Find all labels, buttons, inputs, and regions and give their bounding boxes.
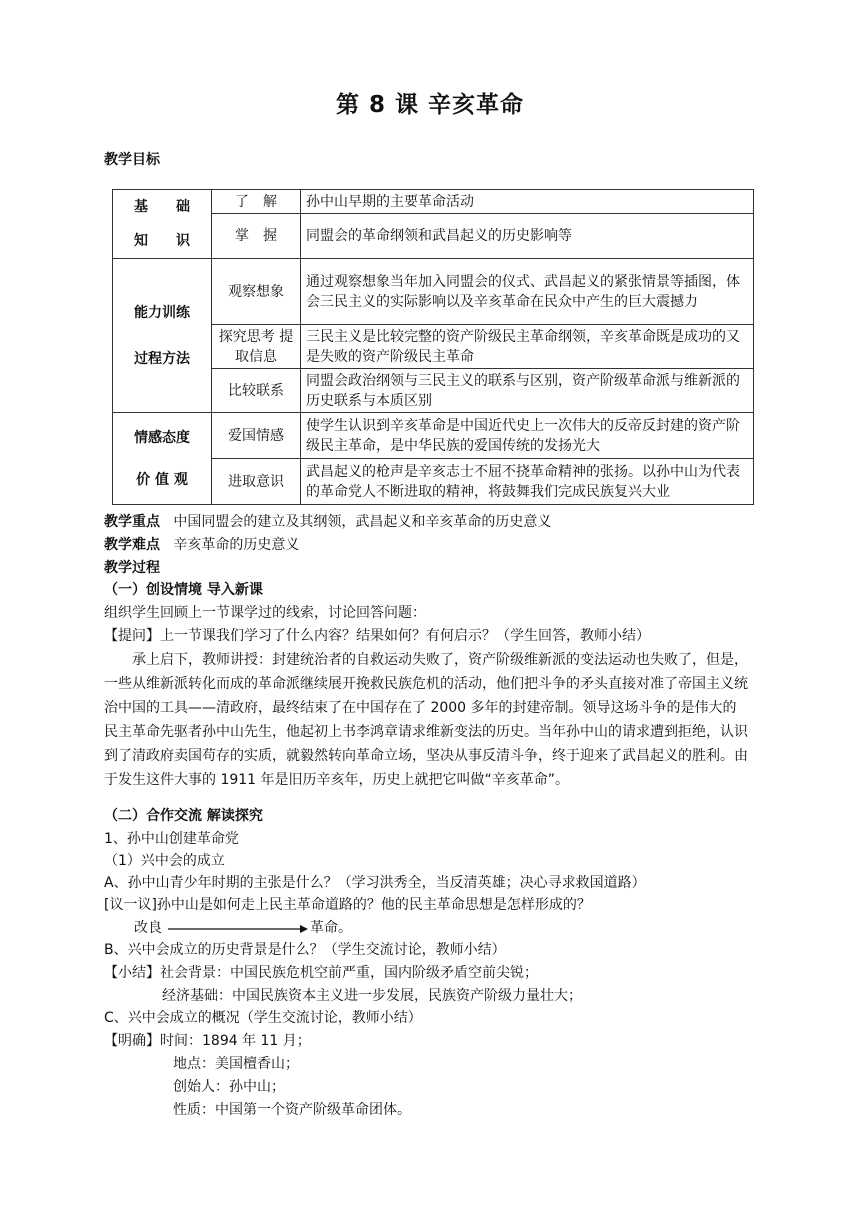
- basic-knowledge-label: 基 础 知 识: [113, 190, 212, 259]
- level-cell: 进取意识: [212, 459, 301, 505]
- level-cell: 了 解: [212, 190, 301, 214]
- content-cell: 三民主义是比较完整的资产阶级民主革命纲领，辛亥革命既是成功的又是失败的资产阶级民主革命: [301, 325, 754, 369]
- content-cell: 使学生认识到辛亥革命是中国近代史上一次伟大的反帝反封建的资产阶级民主革命，是中华民族的爱国传统的发扬光大: [301, 413, 754, 459]
- key-point-line: 教学重点 中国同盟会的建立及其纲领，武昌起义和辛亥革命的历史意义: [104, 514, 552, 530]
- clear-line-2: 地点：美国檀香山；: [173, 1056, 299, 1072]
- summary-line-2: 经济基础：中国民族资本主义进一步发展，民族资产阶级力量壮大；: [162, 988, 582, 1004]
- question-1: 【提问】上一节课我们学习了什么内容？结果如何？有何启示？（学生回答，教师小结）: [104, 628, 650, 644]
- arrow-left-label: 改良: [134, 920, 162, 936]
- content-cell: 孙中山早期的主要革命活动: [301, 190, 754, 214]
- clear-line-4: 性质：中国第一个资产阶级革命团体。: [173, 1102, 411, 1118]
- reform-to-revolution-arrow: [134, 918, 374, 938]
- objectives-table: [112, 189, 754, 505]
- level-cell: 观察想象: [212, 259, 301, 325]
- section1-intro: 组织学生回顾上一节课学过的线索，讨论回答问题：: [104, 605, 426, 621]
- summary-line-1: 【小结】社会背景：中国民族危机空前严重，国内阶级矛盾空前尖锐；: [104, 965, 538, 981]
- content-cell: 武昌起义的枪声是辛亥志士不屈不挠革命精神的张扬。以孙中山为代表的革命党人不断进取的精神，将鼓舞我们完成民族复兴大业: [301, 459, 754, 505]
- clear-line-3: 创始人：孙中山；: [173, 1079, 285, 1095]
- level-cell: 爱国情感: [212, 413, 301, 459]
- subheading-1: 1、孙中山创建革命党: [104, 831, 239, 847]
- level-cell: 探究思考 提取信息: [212, 325, 301, 369]
- process-heading: 教学过程: [104, 560, 160, 576]
- discussion-prompt: [议一议]孙中山是如何走上民主革命道路的？他的民主革命思想是怎样形成的？: [104, 897, 591, 913]
- difficulty-line: 教学难点 辛亥革命的历史意义: [104, 537, 300, 553]
- arrow-right-label: 革命。: [310, 920, 352, 936]
- page-title: 第 8 课 辛亥革命: [335, 92, 525, 118]
- content-cell: 同盟会的革命纲领和武昌起义的历史影响等: [301, 214, 754, 259]
- emotion-label: 情感态度 价 值 观: [113, 413, 212, 505]
- section2-heading: （二）合作交流 解读探究: [104, 808, 263, 824]
- question-b: B、兴中会成立的历史背景是什么？（学生交流讨论，教师小结）: [104, 942, 506, 958]
- clear-line-1: 【明确】时间：1894 年 11 月；: [104, 1033, 311, 1049]
- question-c: C、兴中会成立的概况（学生交流讨论，教师小结）: [104, 1010, 422, 1026]
- content-cell: 通过观察想象当年加入同盟会的仪式、武昌起义的紧张情景等插图，体会三民主义的实际影响以及辛亥革命在民众中产生的巨大震撼力: [301, 259, 754, 325]
- paragraph-1: 承上启下，教师讲授：封建统治者的自救运动失败了，资产阶级维新派的变法运动也失败了，但是，一些从维新派转化而成的革命派继续展开挽救民族危机的活动，他们把斗争的矛头直接对准了帝国主义统治中国的工具——清政府，最终结束了在中国存在了 2000 多年的封建帝制。领导这场斗争的是伟大的民主革命先驱者孙中山先生，他起初上书李鸿章请求维新变法的历史。当年孙中山的请求遭到拒绝，认识到了清政府卖国苟存的实质，就毅然转向革命立场，坚决从事反清斗争，终于迎来了武昌起义的胜利。由于发生这件大事的 1911 年是旧历辛亥年，历史上就把它叫做“辛亥革命”。: [104, 652, 748, 788]
- objectives-heading: 教学目标: [104, 152, 160, 168]
- question-a: A、孙中山青少年时期的主张是什么？（学习洪秀全，当反清英雄；决心寻求救国道路）: [104, 875, 646, 891]
- level-cell: 掌 握: [212, 214, 301, 259]
- level-cell: 比较联系: [212, 369, 301, 413]
- subheading-1-1: （1）兴中会的成立: [104, 853, 225, 869]
- arrow-icon: [168, 924, 308, 934]
- section1-heading: （一）创设情境 导入新课: [104, 582, 263, 598]
- content-cell: 同盟会政治纲领与三民主义的联系与区别，资产阶级革命派与维新派的历史联系与本质区别: [301, 369, 754, 413]
- ability-label: 能力训练 过程方法: [113, 259, 212, 413]
